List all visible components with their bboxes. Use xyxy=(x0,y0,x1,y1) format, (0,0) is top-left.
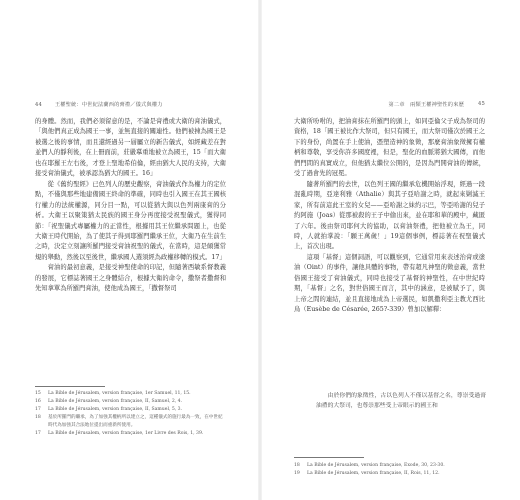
footnote: 17 La Bible de Jérusalem, version française, 1er Livre des Rois, 1, 39. xyxy=(35,431,204,437)
footnote: 18 基於所羅門的繼承，為了加強其權柄所以建立之，這種儀式的施行最為一致，在中世紀時代為加強其合法地位提出而重新所使用。 xyxy=(35,415,223,429)
right-page-number: 45 xyxy=(477,101,485,107)
footnote: 15 La Bible de Jérusalem, version française, 1er Samuel, 11, 15. xyxy=(35,391,191,396)
footnote-rule xyxy=(35,386,105,387)
block-quote: 由於你們的象徵性，古以色列人不僅以基督之名，尊崇受過膏油禮的大祭司，也尊崇那些受上帝眼示的國王和 xyxy=(316,393,486,410)
left-page-number: 44 xyxy=(35,102,43,108)
footnote: 17 La Bible de Jérusalem, version française, II, Samuel, 5, 3. xyxy=(35,407,183,413)
right-body-text xyxy=(294,117,485,316)
paragraph: 隨著所羅門的去世，以色列王國的繼承危機開始浮現，經過一段混亂時期，亞達利雅（Athalie）與其子亞哈謝之時，就起來剿滅王家，所有前這此王室的女兒——亞哈謝之妹約示巴，等亞哈謝的兒子約阿施（Joas）從那被殺的王子中偷出來，並在耶和華的殿中，藏匿了六年。後由祭司耶何大的協助，以膏油祭禮，把他被立為王，同時，人就拍掌說：「願王萬歲！」19這個事例，標誌著在祝聖儀式上，首次出現。 xyxy=(294,180,485,251)
right-running-head xyxy=(294,101,485,108)
left-running-title: 王權聖統：中世紀法蘭西的膏禮／儀式與權力 xyxy=(54,102,163,108)
footnote: 19 La Bible de Jérusalem, version française, II, Rois, 11, 12. xyxy=(294,471,440,477)
left-footnotes xyxy=(35,390,226,439)
paragraph: 從《舊約聖經》已色列人的歷史觀察，膏油儀式作為權力的定位點，不僅與那些地建備國王終命的準確，同時也引入國王在其王國核行權力的法統權源，同分目一點，可以從猶大與以色列兩康膏的分析。大衛王以聚策猶太民族的國王身分再度接受祝聖儀式，獲得同節：「祝聖儀式專屬權力的正當性，根據用其王位繼承問題上，也從大衛王時代開始，為了使其子得到耶羅門繼承王位，大衛乃在生前生之時，決定立刻讓所羅門接受膏油祝聖的儀式，在當時，這是頗獲常規的舉動，然後以至後世，繼承國人選須經為政權移轉的模式。17」 xyxy=(35,180,226,261)
paragraph: 膏油的最初意義，是接受神聖使命的印記，但隨著西敏系督教義的發展，它標誌著國王之身體結合，根據大衛的命令，撒祭者撒督和先知拿單為所羅門膏油，使他成為國王，「撒督祭司 xyxy=(35,264,226,293)
right-chapter-title: 第二章 兩類王權神聖性的來歷 xyxy=(388,102,464,108)
footnote: 16 La Bible de Jérusalem, version française, II, Samuel, 2, 4. xyxy=(35,399,183,405)
footnote: 18 La Bible de Jérusalem, version française, Exode, 30, 23-30. xyxy=(294,463,445,468)
left-body-text xyxy=(35,117,226,295)
paragraph: 這項「基督」這個詞語，可以觀察到，它通常用來表述治膏或塗油（Oint）的事件，讓他具體的事物，帶有超凡神聖的徵意義，當世俗國王接受了膏油儀式，同時也接受了基督的神聖性，在中世紀時期，「基督」之名，對世俗國王而言，其中的涵意，是被賦予了，與上帝之間的連結，並且直接地成為上帝選民，如凱撒利亞主教尤西比烏（Eusèbe de Césarée, 265?-339）曾加以解釋： xyxy=(294,253,485,314)
left-running-head xyxy=(35,101,163,108)
right-page xyxy=(260,0,520,500)
right-footnotes xyxy=(294,462,485,478)
footnote-rule xyxy=(294,457,364,458)
paragraph: 的身體。然而，我們必須留意的是，不論是膏禮或大衛的膏油儀式，「與他們真正成為國王一事，並無直接的關連性。他們被揀為國王是被選之後的事情，而且還經過另一層屬立的新告儀式，如經藏差在對並們人的靜利後，在上冊面前，莊嚴摹重地被立為國王，15「而大衛也在耶羅王左右後，才登上聖地希伯倫，經由猶大人民的支持，大衛接受膏油儀式，被承認為猶大的國王。16」 xyxy=(35,118,226,178)
paragraph: 大衛所吩咐的，把油膏抹在所羅門的頭上，如同亞倫父子成為祭司的資格，18「國王被比作大祭司，但只有國王，而大祭司僅次於國王之下的身份，尚置在手上使油，憑塑造神的象徵，那麼膏油象徵擁有權柄和尊敬，享受你許多國度裡，但是，聖化的血脈將猶大國傳，而他們門間的真實成立，但他猶太繼位公開的，是因為門開膏油的傳統，受了過會先的冠冕。 xyxy=(294,118,485,178)
